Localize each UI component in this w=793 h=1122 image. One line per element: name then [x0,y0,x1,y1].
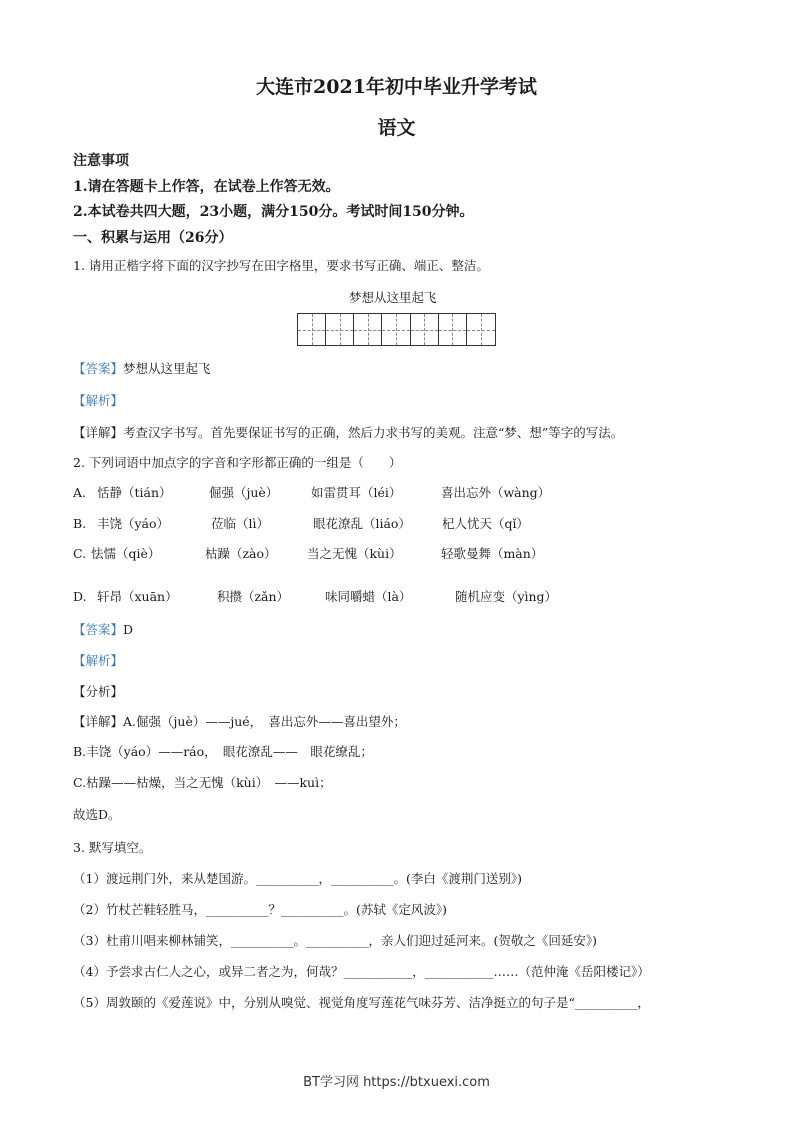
option-word: 喜出忘外（wàng） [440,485,551,500]
option-word: 味同嚼蜡（là） [324,589,412,604]
answer-text: D [123,622,134,637]
option-word: 怯懦（qiè） [90,546,161,561]
option-word: 眼花潦乱（liáo） [312,516,411,531]
answer-tag: 【答案】 [73,361,124,376]
option-word: 莅临（lì） [210,516,269,531]
q2-fenxi-tag: 【分析】 [73,684,124,699]
q1-analysis-tag: 【解析】 [73,393,124,408]
q3-item-4: （4）予尝求古仁人之心，或异二者之为，何哉？___________，___________……（范仲淹《岳阳楼记》） [73,964,650,979]
notice-item-2: 2.本试卷共四大题，23小题，满分150分。考试时间150分钟。 [73,204,474,220]
answer-tag: 【答案】 [73,622,124,637]
option-label: A. [73,485,87,500]
grid-cell [467,314,495,345]
section-heading: 一、积累与运用（26分） [73,230,233,246]
q1-phrase: 梦想从这里起飞 [349,290,437,305]
option-word: 丰饶（yáo） [96,516,170,531]
detail-text: A.倔强（juè）——jué， 喜出忘外——喜出望外； [123,714,406,729]
q3-item-1: （1）渡远荆门外，来从楚国游。__________，__________。(李白《渡荆门送别》) [73,871,522,886]
option-label: C. [73,546,87,561]
option-word: 当之无愧（kùi） [306,546,402,561]
q2-option-c [73,544,543,562]
q3-item-5: （5）周敦颐的《爱莲说》中，分别从嗅觉、视觉角度写莲花气味芬芳、洁净挺立的句子是“__________， [73,995,650,1010]
q3-stem: 3. 默写填空。 [73,840,152,855]
q2-stem: 2. 下列词语中加点字的字音和字形都正确的一组是（ ） [73,455,402,470]
q2-option-b [73,514,529,532]
option-word: 枯躁（zào） [204,546,277,561]
option-word: 随机应变（yìng） [454,589,558,604]
option-word: 轻歌曼舞（màn） [440,546,544,561]
q2-option-a [73,483,550,501]
notice-item-1: 1.请在答题卡上作答，在试卷上作答无效。 [73,179,340,195]
detail-tag: 【详解】 [73,425,124,440]
subject-title: 语文 [377,117,416,139]
q1-answer [73,359,211,377]
answer-text: 梦想从这里起飞 [123,361,211,376]
option-label: B. [73,516,87,531]
q2-option-d [73,587,557,605]
page-title: 大连市2021年初中毕业升学考试 [256,76,537,98]
grid-cell [326,314,354,345]
q1-detail [73,423,623,441]
grid-cell [411,314,439,345]
detail-tag: 【详解】 [73,714,124,729]
q2-detail-a [73,712,406,730]
detail-text: 考查汉字书写。首先要保证书写的正确，然后力求书写的美观。注意“梦、想”等字的写法。 [123,425,624,440]
option-word: 倔强（juè） [208,485,279,500]
option-word: 杞人忧天（qǐ） [441,516,529,531]
q2-detail-c: C.枯躁——枯燥，当之无愧（kùi） ——kuì； [73,775,332,790]
q3-item-2: （2）竹杖芒鞋轻胜马，__________？__________。(苏轼《定风波》) [73,902,447,917]
option-word: 恬静（tián） [96,485,172,500]
q2-conclusion: 故选D。 [73,807,121,822]
grid-cell [382,314,410,345]
q2-analysis-tag: 【解析】 [73,653,124,668]
tianzige-grid [297,313,496,346]
q3-item-3: （3）杜甫川唱来柳林铺笑，__________。__________，亲人们迎过延河来。(贺敬之《回延安》) [73,933,597,948]
option-word: 积攒（zǎn） [216,589,290,604]
q1-stem: 1. 请用正楷字将下面的汉字抄写在田字格里，要求书写正确、端正、整洁。 [73,258,489,273]
option-word: 轩昂（xuān） [96,589,178,604]
option-label: D. [73,589,87,604]
notice-heading: 注意事项 [73,153,129,169]
footer-watermark: BT学习网 https://btxuexi.com [303,1075,490,1090]
grid-cell [439,314,467,345]
option-word: 如雷贯耳（léi） [310,485,402,500]
q2-answer [73,620,133,638]
grid-cell [354,314,382,345]
q2-detail-b: B.丰饶（yáo）——ráo， 眼花潦乱—— 眼花缭乱； [73,744,373,759]
grid-cell [298,314,326,345]
